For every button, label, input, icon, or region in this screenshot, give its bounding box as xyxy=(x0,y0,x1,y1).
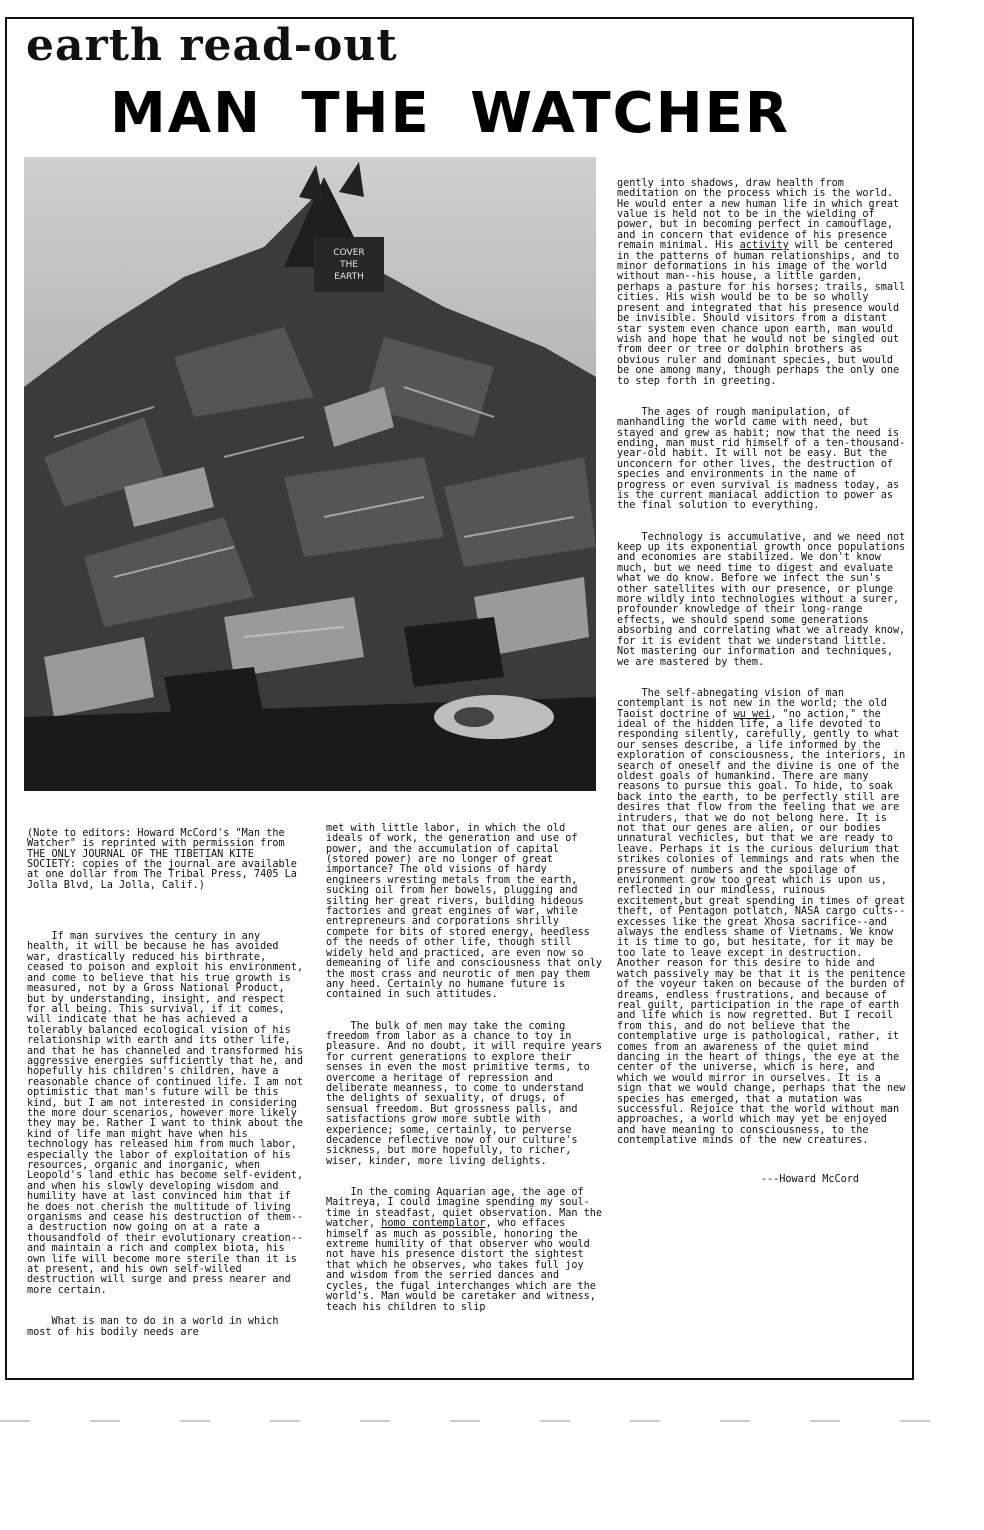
column-3-paragraph-1 xyxy=(617,177,912,387)
column-3-paragraph-3-text: Technology is accumulative, and we need not keep up its exponential growth once populations and economies are stabilized. We don't know much, but we need time to digest and evaluate what we do know. Before we infect the sun's other satellites with our presence, or plunge more wildly into technologies without a surer, profounder knowledge of their long-range effects, we should spend some generations absorbing and correlating what we already know, for it is evident that we understand little. Not mastering our information and techniques, we are mastered by them. xyxy=(617,531,912,668)
junkyard-photo xyxy=(24,157,596,791)
column-3-paragraph-3 xyxy=(617,531,912,668)
author-signature: ---Howard McCord xyxy=(760,1174,859,1186)
sign-text-2: THE xyxy=(340,260,358,270)
column-2-paragraph-3-text-a: In the coming Aquarian age, the age of Maitreya, I could imagine spending my soul-time in steadfast, quiet observation. Man the watcher, xyxy=(326,1187,609,1230)
column-1 xyxy=(27,808,310,1348)
column-1-paragraph-1-text: If man survives the century in any health, it will be because he has avoided war, drastically reduced his birthrate, ceased to poison and exploit his environment, and come to believe that his true growth is measured, not by a Gross National Product, but by understanding, insight, and respect for all being. This survival, if it comes, will indicate that he has achieved a tolerably balanced ecological vision of his relationship with earth and its other life, and that he has channeled and transformed his aggressive energies sufficiently that he, and hopefully his children's children, have a reasonable chance of continued life. I am not optimistic that man's future will be this kind, but I am not interested in considering the more dour scenarios, however more likely they may be. Rather I want to think about the kind of life man might have when his technology has released him from much labor, especially the labor of exploitation of his resources, organic and inorganic, when Leopold's land ethic has become self-evident, and when his slowly developing wisdom and humility have at last convinced him that if he does not cherish the multitude of living organisms and cease his destruction of them--a destruction now going on at a rate a thousandfold of their evolutionary creation--and maintain a rich and complex biota, his own life will become more sterile than it is at present, and his own self-willed destruction will surge and press nearer and more certain. xyxy=(27,931,310,1296)
homo-contemplator-term: homo contemplator xyxy=(381,1218,486,1230)
column-3-paragraph-4 xyxy=(617,687,912,1147)
headline-word-watcher: WATCHER xyxy=(470,81,790,146)
column-2-paragraph-2 xyxy=(326,1020,609,1168)
wu-wei-term: wu wei xyxy=(733,708,771,720)
headline xyxy=(110,81,790,146)
column-2-paragraph-3-text-b: , who effaces himself as much as possible, honoring the extreme humility of that observer who would not have his presence distort the sightest that which he observes, who takes full joy and wisdom from the serried dances and cycles, the fugal interchanges which are the world's. Man would be caretaker and witness, teach his children to slip xyxy=(326,1218,603,1313)
sign-text-1: COVER xyxy=(333,248,365,258)
column-2-paragraph-1: met with little labor, in which the old ideals of work, the generation and use of power, and the accumulation of capital (stored power) are no longer of great importance? The old visions of hardy engineers wresting metals from the earth, sucking oil from her bowels, plugging and silting her great rivers, building hideous factories and great engines of war, while entrepreneurs and corporations shrilly compete for bits of stored energy, heedless of the needs of other life, though still widely held and practiced, are even now so demeaning of life and consciousness that only the most crass and neurotic of men pay them any heed. Certainly no humane future is contained in such attitudes. xyxy=(326,822,609,1001)
column-2 xyxy=(326,803,609,1323)
column-1-paragraph-2 xyxy=(27,1317,307,1338)
activity-term: activity xyxy=(739,240,789,252)
column-3-paragraph-1-text-a: gently into shadows, draw health from meditation on the process which is the world. He would enter a new human life in which great value is held not to be in the wielding of power, but in becoming perfect in camouflage, and in concern that evidence of his presence remain minimal. His xyxy=(617,177,906,252)
headline-word-man: MAN xyxy=(110,81,262,146)
headline-word-the: THE xyxy=(301,81,431,146)
scan-artifact-line xyxy=(0,1420,984,1422)
sign-text-3: EARTH xyxy=(334,272,364,282)
column-3-paragraph-2-text: The ages of rough manipulation, of manhandling the world came with need, but stayed and grew as habit; now that the need is ending, man must rid himself of a ten-thousand-year-old habit. It will not be easy. But the unconcern for other lives, the destruction of species and environments in the name of progress or even survival is madness today, as is the current maniacal addiction to power as the final solution to everything. xyxy=(617,406,906,512)
column-3-paragraph-2 xyxy=(617,408,907,512)
column-1-paragraph-1 xyxy=(27,931,310,1296)
column-2-paragraph-3 xyxy=(326,1187,609,1313)
column-3 xyxy=(617,158,912,1196)
column-3-paragraph-4-text-b: , "no action," the ideal of the hidden life, a life devoted to responding silently, carefully, gently to what our senses describe, a life informed by the exploration of consciousness, the interiors, in search of oneself and the divine is one of the oldest goals of humankind. There are many reasons to pursue this goal. To hide, to soak back into the earth, to be perfectly still are desires that flow from the feeling that we are intruders, that we do not belong here. It is not that our genes are alien, or our bodies unnatural vechicles, but that we are ready to leave. Perhaps it is the curious delurium that strikes colonies of lemmings and rats when the pressure of numbers and the spoilage of environment grow too great which is upon us, reflected in our mindless, ruinous excitement,but great spending in times of great theft, of Pentagon potlatch, NASA cargo cults--excesses like the great Xhosa sacrifice--and always the endless shame of Vietnams. We know it is time to go, but hesitate, for it may be too late to leave except in destruction. Another reason for this desire to hide and watch passively may be that it is the penitence of the voyeur taken on because of the burden of dreams, endless frustrations, and because of real guilt, participation in the rape of earth and life which is now regretted. But I recoil from this, and do not believe that the contemplative urge is pathological, rather, it comes from an awareness of the quiet mind dancing in the heart of things, the eye at the center of the universe, which is here, and which we would mirror in ourselves. It is a sign that we would change, perhaps that the new species has emerged, that a mutation was successful. Rejoice that the world without man approaches, a world which may yet be enjoyed and have meaning to consciousness, to the contemplative minds of the new creatures. xyxy=(617,708,912,1147)
editors-note: (Note to editors: Howard McCord's "Man the Watcher" is reprinted with permission from THE ONLY JOURNAL OF THE TIBETIAN KITE SOCIETY: copies of the journal are available at one dollar from The Tribal Press, 7405 La Jolla Blvd, La Jolla, Calif.) xyxy=(27,827,304,891)
column-1-paragraph-2-text: What is man to do in a world in which most of his bodily needs are xyxy=(27,1316,285,1338)
column-3-paragraph-4-text-a: The self-abnegating vision of man contemplant is not new in the world; the old Taoist doctrine of xyxy=(617,687,894,720)
column-2-paragraph-2-text: The bulk of men may take the coming freedom from labor as a chance to toy in pleasure. And no doubt, it will require years for current generations to explore their senses in even the most primitive terms, to overcome a heritage of repression and deliberate meanness, to come to understand the delights of sexuality, of drugs, of sensual freedom. But grossness palls, and satisfactions grow more subtle with experience; some, certainly, to perverse decadence reflective now of our culture's sickness, but more hopefully, to richer, wiser, kinder, more living delights. xyxy=(326,1020,609,1167)
column-3-paragraph-1-text-b: will be centered in the patterns of human relationships, and to minor deformations in his image of the world without man--his house, a little garden, perhaps a pasture for his horses; trails, small cities. His wish would be to be so wholly present and integrated that his presence would be invisible. Should visitors from a distant star system even chance upon earth, man would wish and hope that he would not be singled out from deer or tree or dolphin brothers as obvious ruler and dominant species, but would be one among many, though perhaps the only one to step forth in greeting. xyxy=(617,240,912,387)
section-kicker: earth read-out xyxy=(26,20,398,71)
junkyard-photo-image xyxy=(24,157,596,791)
